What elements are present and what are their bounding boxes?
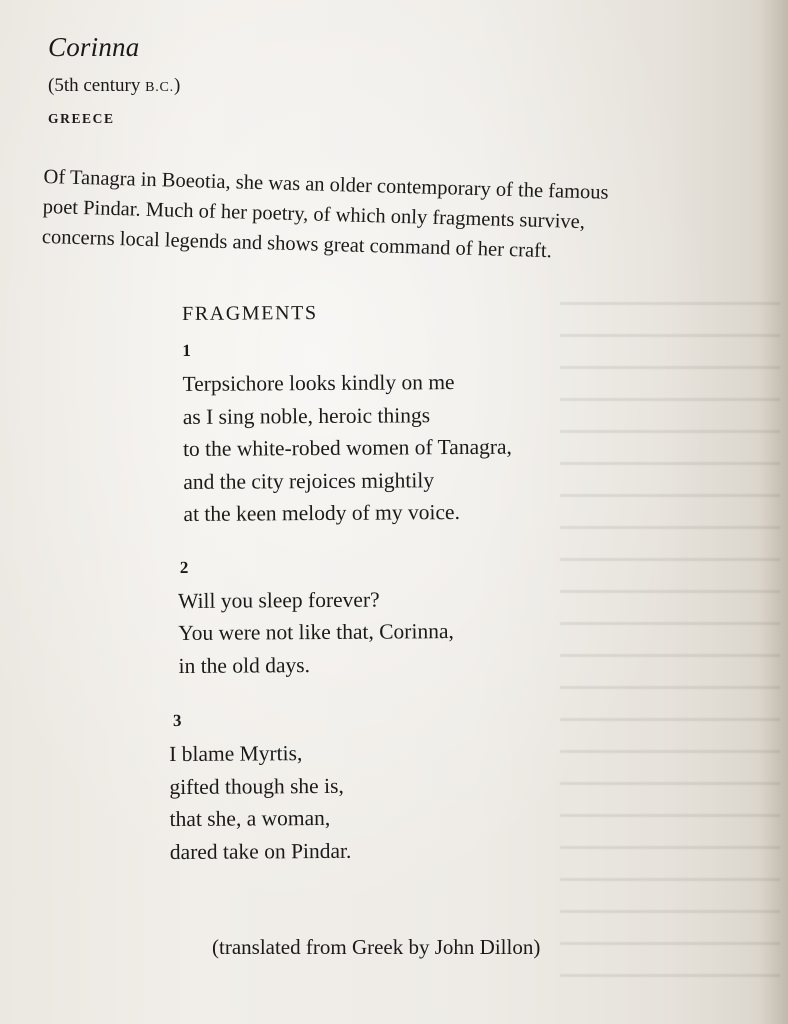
poem-line: in the old days. (178, 652, 311, 678)
poem-line: gifted though she is, (169, 773, 344, 799)
fragment-3-poem (169, 734, 680, 868)
biography-paragraph (41, 162, 763, 272)
fragment-2-poem (178, 581, 679, 682)
poet-country: GREECE (48, 111, 115, 126)
fragment-number: 1 (182, 340, 191, 360)
poem-line: as I sing noble, heroic things (182, 402, 431, 429)
fragment-1-poem (182, 365, 677, 531)
fragment-number: 3 (172, 710, 182, 731)
poet-name: Corinna (48, 32, 140, 62)
fragments-heading: FRAGMENTS (182, 302, 318, 325)
poem-line: You were not like that, Corinna, (178, 619, 454, 645)
century-prefix: (5th century (48, 75, 146, 96)
page-edge-shadow (758, 0, 788, 1024)
poem-line: and the city rejoices mightily (183, 467, 435, 494)
biography-line: poet Pindar. Much of her poetry, of which only fragments survive, (42, 195, 586, 234)
biography-line: concerns local legends and shows great command of her craft. (41, 225, 553, 263)
poem-line: to the white-robed women of Tanagra, (182, 434, 512, 461)
translator-credit: (translated from Greek by John Dillon) (212, 935, 541, 959)
poet-century (48, 74, 180, 100)
biography-line: Of Tanagra in Boeotia, she was an older contemporary of the famous (43, 165, 609, 204)
fragment-number: 2 (179, 557, 189, 577)
poem-line: Terpsichore looks kindly on me (182, 370, 455, 396)
poem-line: dared take on Pindar. (169, 838, 352, 864)
poem-line: at the keen melody of my voice. (183, 500, 461, 526)
poem-line: that she, a woman, (169, 805, 331, 832)
fragments-section (169, 297, 680, 868)
century-suffix: ) (173, 75, 181, 96)
century-era: B.C. (145, 80, 174, 95)
poet-header (48, 30, 180, 127)
poem-line: I blame Myrtis, (169, 741, 303, 767)
poem-line: Will you sleep forever? (178, 587, 380, 613)
